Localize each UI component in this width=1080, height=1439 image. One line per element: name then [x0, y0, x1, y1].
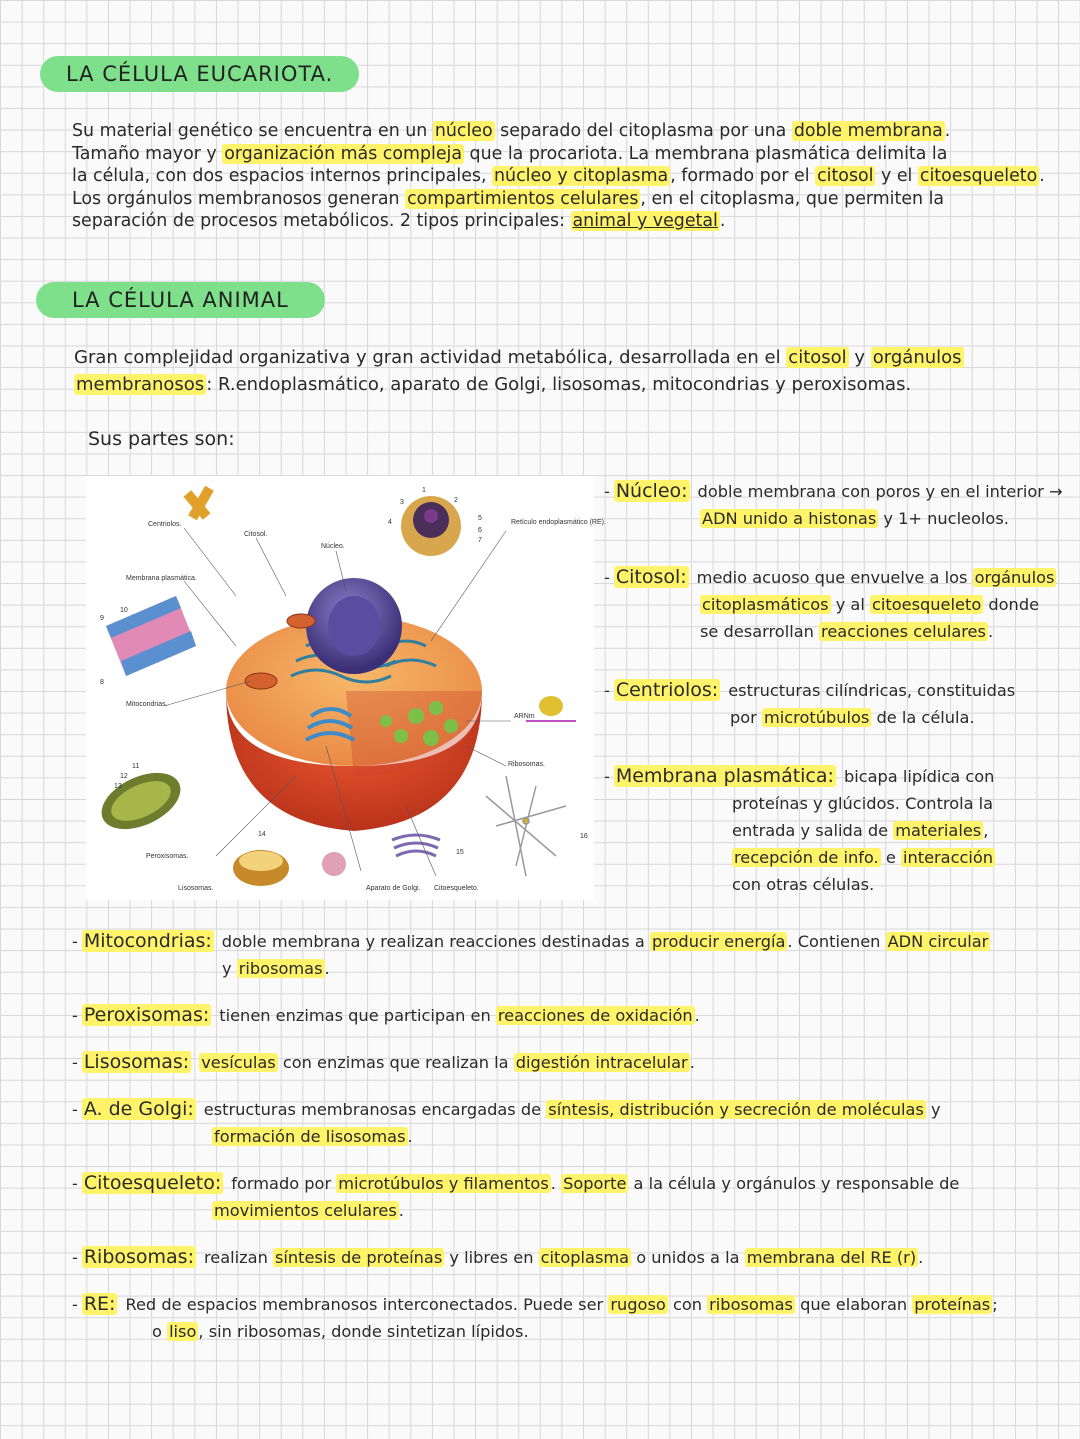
text-line: [125, 1295, 997, 1314]
definition-head: [604, 478, 1074, 505]
svg-text:13: 13: [114, 783, 122, 790]
svg-text:6: 6: [478, 527, 482, 534]
text-run: estructuras cilíndricas, constituidas: [728, 681, 1016, 700]
text-run: , en el citoplasma, que permiten la: [640, 188, 945, 209]
definition-head: [72, 1049, 1062, 1076]
definition-item: [72, 1049, 1062, 1076]
text-run: o: [152, 1322, 168, 1341]
label-ribosomas: Ribosomas.: [508, 761, 545, 768]
definition-term: Citosol:: [615, 566, 687, 588]
definition-term: Citoesqueleto:: [83, 1172, 222, 1194]
highlight: citoesqueleto: [871, 595, 982, 614]
text-run: ;: [992, 1295, 998, 1314]
text-run: con: [667, 1295, 708, 1314]
text-line: [74, 344, 1044, 371]
section-title-eucariota: LA CÉLULA EUCARIOTA.: [40, 56, 359, 92]
text-run: .: [689, 1053, 695, 1072]
text-run: de la célula.: [871, 708, 975, 727]
highlight: microtúbulos y filamentos: [338, 1174, 549, 1193]
highlight: animal y vegetal: [572, 211, 718, 231]
text-run: y el: [875, 166, 918, 186]
text-line: [732, 871, 1074, 898]
text-line: [700, 591, 1074, 618]
highlight: formación de lisosomas: [214, 1127, 406, 1146]
text-run: a la célula y orgánulos y responsable de: [628, 1174, 960, 1193]
text-line: [698, 482, 1063, 501]
text-run: e: [880, 848, 901, 867]
highlight: organización más compleja: [224, 143, 463, 164]
highlight: núcleo: [434, 121, 493, 141]
mito-in-cell: [245, 673, 277, 689]
centriole-shape: [184, 486, 214, 520]
peroxisome-zoom: [233, 850, 289, 886]
mitochondria-zoom: [93, 761, 189, 840]
definition-item: [72, 928, 1062, 982]
highlight: proteínas: [914, 1295, 991, 1314]
text-line: [212, 1197, 1062, 1224]
text-line: [72, 143, 1052, 166]
definition-item: [72, 1291, 1062, 1345]
svg-text:14: 14: [258, 831, 266, 838]
text-line: [199, 1053, 695, 1072]
highlight: doble membrana: [793, 121, 943, 141]
definition-item: [604, 564, 1074, 645]
definition-term: RE:: [83, 1293, 116, 1315]
text-run: que la procariota. La membrana plasmática delimita la: [464, 143, 948, 164]
label-citoesqueleto: Citoesqueleto.: [434, 885, 479, 892]
text-run: que elaboran: [794, 1295, 913, 1314]
svg-text:2: 2: [454, 497, 458, 504]
definition-item: [72, 1244, 1062, 1271]
definition-term: Peroxisomas:: [83, 1004, 210, 1026]
highlight: producir energía: [651, 932, 786, 951]
text-line: [219, 1006, 700, 1025]
definition-head: [72, 928, 1062, 955]
text-run: , sin ribosomas, donde sintetizan lípidos.: [198, 1322, 529, 1341]
highlight: síntesis, distribución y secreción de moléculas: [548, 1100, 924, 1119]
svg-text:12: 12: [120, 773, 128, 780]
text-run: y: [848, 347, 871, 368]
text-run: , formado por el: [670, 166, 816, 186]
text-line: [72, 120, 1052, 143]
definition-term: Ribosomas:: [83, 1246, 194, 1268]
definition-head: [72, 1170, 1062, 1197]
text-run: .: [987, 622, 994, 641]
text-run: Tamaño mayor y: [72, 143, 223, 164]
highlight: ribosomas: [709, 1295, 793, 1314]
highlight: citoplasmáticos: [702, 595, 829, 614]
text-run: tienen enzimas que participan en: [219, 1006, 496, 1025]
definition-item: [604, 763, 1074, 898]
text-run: Gran complejidad organizativa y gran actividad metabólica, desarrollada en el: [74, 347, 787, 368]
text-run: bicapa lipídica con: [843, 767, 995, 786]
text-run: y libres en: [444, 1248, 539, 1267]
svg-text:1: 1: [422, 487, 426, 494]
highlight: ribosomas: [238, 959, 323, 978]
definition-head: [72, 1291, 1062, 1318]
cytoskeleton-zoom: [486, 776, 566, 876]
bullet-dash: -: [604, 681, 610, 700]
text-line: [730, 704, 1074, 731]
text-line: [700, 618, 1074, 645]
definition-head: [604, 677, 1074, 704]
text-run: realizan: [203, 1248, 273, 1267]
text-run: estructuras membranosas encargadas de: [203, 1100, 547, 1119]
section1-paragraph: [72, 120, 1052, 233]
text-line: [697, 568, 1057, 587]
nucleus-zoom: [401, 496, 461, 556]
section2-paragraph: [74, 344, 1044, 398]
text-line: [204, 1248, 923, 1267]
label-citosol: Citosol.: [244, 531, 268, 538]
text-line: [204, 1100, 941, 1119]
highlight: citoplasma: [540, 1248, 630, 1267]
text-line: [74, 371, 1044, 398]
definition-term: Núcleo:: [615, 480, 688, 502]
bullet-dash: -: [72, 1248, 78, 1267]
text-run: .: [944, 121, 951, 141]
text-line: [222, 955, 1062, 982]
highlight: membrana del RE (r): [746, 1248, 917, 1267]
label-peroxisomas: Peroxisomas.: [146, 853, 189, 860]
text-line: [700, 505, 1074, 532]
text-line: [72, 210, 1052, 233]
svg-text:11: 11: [132, 763, 140, 770]
parts-intro: Sus partes son:: [88, 428, 235, 450]
highlight: microtúbulos: [763, 708, 870, 727]
label-reticulo: Retículo endoplasmático (RE).: [511, 519, 606, 526]
highlight: recepción de info.: [734, 848, 879, 867]
definition-head: [604, 564, 1074, 591]
text-run: y: [222, 959, 237, 978]
text-run: .: [398, 1201, 404, 1220]
text-run: entrada y salida de: [732, 821, 894, 840]
text-run: .: [550, 1174, 562, 1193]
text-run: .: [694, 1006, 700, 1025]
highlight: núcleo y citoplasma: [494, 166, 669, 186]
definition-term: Centriolos:: [615, 679, 719, 701]
text-line: [844, 767, 995, 786]
highlight: movimientos celulares: [214, 1201, 397, 1220]
highlight: reacciones celulares: [821, 622, 986, 641]
text-line: [152, 1318, 1062, 1345]
text-line: [212, 1123, 1062, 1150]
text-run: con otras células.: [732, 875, 875, 894]
bullet-dash: -: [72, 1174, 78, 1193]
bullet-dash: -: [604, 482, 610, 501]
text-run: o unidos a la: [631, 1248, 745, 1267]
svg-text:10: 10: [120, 607, 128, 614]
bullet-dash: -: [604, 568, 610, 587]
text-run: Red de espacios membranosos interconectados. Puede ser: [125, 1295, 609, 1314]
bottom-items: [72, 928, 1062, 1345]
definition-head: [72, 1096, 1062, 1123]
label-membrana: Membrana plasmática.: [126, 575, 197, 582]
text-run: separación de procesos metabólicos. 2 tipos principales:: [72, 211, 571, 231]
nucleus-shape: [306, 578, 402, 674]
svg-text:5: 5: [478, 515, 482, 522]
label-arnm: ARNm: [514, 713, 535, 720]
text-run: donde: [983, 595, 1040, 614]
highlight: compartimientos celulares: [407, 188, 639, 209]
golgi-zoom: [392, 835, 440, 856]
definition-term: Membrana plasmática:: [615, 765, 834, 787]
highlight: digestión intracelular: [515, 1053, 688, 1072]
text-run: Su material genético se encuentra en un: [72, 121, 433, 141]
text-run: Los orgánulos membranosos generan: [72, 188, 406, 209]
text-run: .: [719, 211, 726, 231]
definition-item: [604, 677, 1074, 731]
bullet-dash: -: [72, 1295, 78, 1314]
svg-text:4: 4: [388, 519, 392, 526]
definition-item: [604, 478, 1074, 532]
svg-text:7: 7: [478, 537, 482, 544]
highlight: membranosos: [76, 374, 205, 395]
text-run: proteínas y glúcidos. Controla la: [732, 794, 994, 813]
text-run: .: [324, 959, 330, 978]
section-title-animal: LA CÉLULA ANIMAL: [36, 282, 325, 318]
svg-text:16: 16: [580, 833, 588, 840]
bullet-dash: -: [604, 767, 610, 786]
definition-term: Mitocondrias:: [83, 930, 212, 952]
label-centriolos: Centriolos.: [148, 521, 182, 528]
highlight: citosol: [817, 166, 874, 186]
cell-diagram: [86, 476, 606, 900]
highlight: orgánulos: [872, 347, 962, 368]
definition-item: [72, 1096, 1062, 1150]
right-items: [604, 478, 1074, 898]
text-run: y: [925, 1100, 941, 1119]
highlight: interacción: [902, 848, 994, 867]
text-line: [732, 790, 1074, 817]
text-line: [72, 188, 1052, 211]
bullet-dash: -: [72, 932, 78, 951]
definition-head: [72, 1002, 1062, 1029]
label-nucleo: Núcleo.: [321, 543, 345, 550]
text-run: doble membrana y realizan reacciones destinadas a: [221, 932, 650, 951]
text-run: medio acuoso que envuelve a los: [696, 568, 973, 587]
text-run: y al: [830, 595, 870, 614]
definition-head: [604, 763, 1074, 790]
highlight: citosol: [788, 347, 847, 368]
definition-term: Lisosomas:: [83, 1051, 190, 1073]
text-run: se desarrollan: [700, 622, 820, 641]
highlight: liso: [169, 1322, 197, 1341]
definition-head: [72, 1244, 1062, 1271]
label-lisosomas: Lisosomas.: [178, 885, 214, 892]
highlight: rugoso: [610, 1295, 666, 1314]
text-line: [231, 1174, 959, 1193]
highlight: reacciones de oxidación: [497, 1006, 693, 1025]
highlight: materiales: [895, 821, 982, 840]
definition-item: [72, 1170, 1062, 1224]
definition-item: [72, 1002, 1062, 1029]
lysosome-zoom: [322, 852, 346, 876]
svg-text:15: 15: [456, 849, 464, 856]
highlight: Soporte: [563, 1174, 627, 1193]
text-line: [72, 165, 1052, 188]
text-line: [732, 844, 1074, 871]
text-run: ,: [983, 821, 989, 840]
highlight: orgánulos: [974, 568, 1055, 587]
text-run: .: [1039, 166, 1045, 186]
highlight: síntesis de proteínas: [274, 1248, 443, 1267]
bullet-dash: -: [72, 1006, 78, 1025]
bullet-dash: -: [72, 1100, 78, 1119]
text-run: la célula, con dos espacios internos principales,: [72, 166, 493, 186]
label-golgi: Aparato de Golgi.: [366, 885, 421, 892]
highlight: ADN unido a histonas: [702, 509, 877, 528]
text-run: : R.endoplasmático, aparato de Golgi, lisosomas, mitocondrias y peroxisomas.: [206, 374, 912, 395]
text-run: doble membrana con poros y en el interior →: [697, 482, 1063, 501]
text-run: . Contienen: [787, 932, 886, 951]
text-run: por: [730, 708, 762, 727]
text-run: formado por: [231, 1174, 337, 1193]
text-line: [222, 932, 991, 951]
text-run: con enzimas que realizan la: [277, 1053, 514, 1072]
highlight: vesículas: [201, 1053, 276, 1072]
highlight: citoesqueleto: [919, 166, 1038, 186]
svg-text:8: 8: [100, 679, 104, 686]
text-run: .: [407, 1127, 413, 1146]
text-run: separado del citoplasma por una: [494, 121, 792, 141]
label-mitocondrias: Mitocondrias.: [126, 701, 168, 708]
highlight: ADN circular: [887, 932, 989, 951]
text-run: y 1+ nucleolos.: [878, 509, 1009, 528]
text-line: [732, 817, 1074, 844]
bullet-dash: -: [72, 1053, 78, 1072]
svg-text:9: 9: [100, 615, 104, 622]
definition-term: A. de Golgi:: [83, 1098, 194, 1120]
text-line: [728, 681, 1015, 700]
svg-text:3: 3: [400, 499, 404, 506]
text-run: .: [918, 1248, 924, 1267]
